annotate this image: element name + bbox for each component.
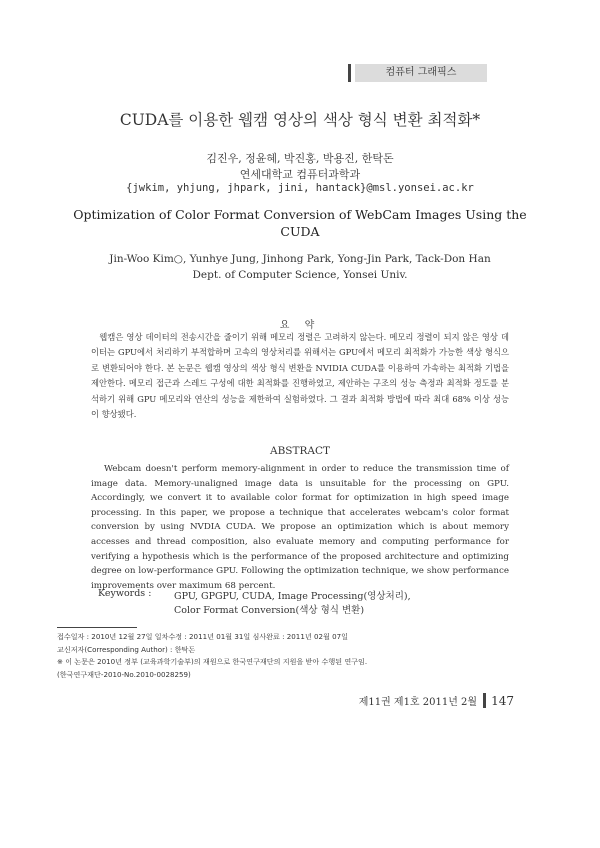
authors-korean: 김진우, 정윤혜, 박진홍, 박용진, 한탁돈 xyxy=(206,152,394,165)
keywords-line-2: Color Format Conversion(색상 형식 변환) xyxy=(174,605,365,616)
footnote-funding: ※ 이 논문은 2010년 정부 (교육과학기술부)의 재원으로 한국연구재단의 지원을 받아 수행된 연구임. xyxy=(57,657,368,667)
abstract-english-heading: ABSTRACT xyxy=(269,445,331,457)
journal-issue: 제11권 제1호 2011년 2월 xyxy=(358,697,478,708)
footnote-grant-number: (한국연구재단-2010-No.2010-0028259) xyxy=(57,669,191,679)
abstract-english: Webcam doesn't perform memory-alignment in order to reduce the transmission time of image data. Memory-unaligned image data is unsuitable for the processing on GPU. Accordingly, we convert it to available color format for optimization in high speed image processing. In this paper, we propose a technique that accelerates webcam's color format conversion by using NVDIA CUDA. We propose an optimization which is about memory accesses and thread composition, also evaluate memory and computing performance for verifying a hypothesis which is the performance of the proposed architecture and optimizing degree on low-performance GPU. Following the optimization technique, we show performance improvements over maximum 68 percent. xyxy=(91,464,509,591)
section-tag-bar xyxy=(348,64,351,82)
footnote-dates: 접수일자 : 2010년 12월 27일 일차수정 : 2011년 01월 31일 심사완료 : 2011년 02월 07일 xyxy=(57,632,348,641)
keywords-label: Keywords : xyxy=(98,588,152,599)
abstract-korean: 웹캠은 영상 데이터의 전송시간을 줄이기 위해 메모리 정렬은 고려하지 않는다. 메모리 정렬이 되지 않은 영상 데이터는 GPU에서 처리하기 부적합하며 고속의 영상처리를 위해서는 GPU에서 메모리 최적화가 가능한 색상 형식으로 변환되어야 한다. 본 논문은 웹캠 영상의 색상 형식 변환을 NVIDIA CUDA를 이용하여 가속하는 최적화 기법을 제안한다. 메모리 접근과 스레드 구성에 대한 최적화를 진행하였고, 제안하는 구조의 성능 측정과 최적화 정도를 분석하기 위해 GPU 메모리와 연산의 성능을 제한하여 실험하였다. 그 결과 최적화 방법에 따라 최대 68% 이상 성능이 향상됐다. xyxy=(91,332,509,420)
footnotes xyxy=(57,631,537,681)
authors-english-block xyxy=(60,251,540,283)
page-number: 147 xyxy=(491,693,514,708)
footnote-corresponding-author: 교신저자(Corresponding Author) : 한탁돈 xyxy=(57,644,196,654)
section-tag-label: 컴퓨터 그래픽스 xyxy=(385,67,457,78)
abstract-korean-heading: 요 약 xyxy=(279,320,321,331)
page-footer xyxy=(359,693,514,708)
paper-title-english: Optimization of Color Format Conversion of WebCam Images Using the CUDA xyxy=(73,207,527,239)
keywords-line-1: GPU, GPGPU, CUDA, Image Processing(영상처리), xyxy=(174,591,411,602)
authors-english: Jin-Woo Kim○, Yunhye Jung, Jinhong Park, Yong-Jin Park, Tack-Don Han xyxy=(109,253,491,265)
affiliation-korean: 연세대학교 컴퓨터과학과 xyxy=(239,168,361,181)
author-emails: {jwkim, yhjung, jhpark, jini, hantack}@msl.yonsei.ac.kr xyxy=(126,182,474,194)
page-number-separator xyxy=(483,693,486,708)
paper-title-korean: CUDA를 이용한 웹캠 영상의 색상 형식 변환 최적화* xyxy=(119,111,481,129)
affiliation-english: Dept. of Computer Science, Yonsei Univ. xyxy=(192,269,408,281)
footnote-divider xyxy=(57,627,137,628)
section-tag xyxy=(355,64,487,82)
